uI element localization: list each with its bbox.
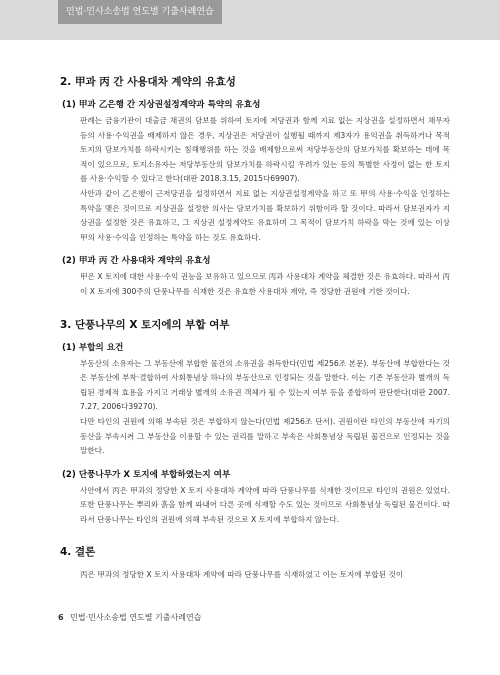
paragraph: 판례는 금융기관이 대출금 채권의 담보를 위하여 토지에 저당권과 함께 지료 없는 지상권을 설정하면서 채무자 등의 사용·수익권을 배제하지 않은 경우, 지상권은 저당권이 실행될 때까지 제3자가 용익권을 취득하거나 목적 토지의 담보가치를 하락시키는 침해행위를 하는 것을 배제함으로써 저당부동산의 담보가치를 확보하는 데에 목적이 있으므로, 토지소유자는 저당부동산의 담보가치를 하락시킬 우려가 있는 등의 특별한 사정이 없는 한 토지를 사용·수익할 수 있다고 한다(대판 2018.3.15, 2015다69907). <box>80 116 450 184</box>
paragraph: 다만 타인의 권원에 의해 부속된 것은 부합하지 않는다(민법 제256조 단서). 권원이란 타인의 부동산에 자기의 동산을 부속시켜 그 부동산을 이용할 수 있는 권리를 말하고 부속은 사회통념상 독립된 물건으로 인정되는 것을 말한다. <box>80 416 450 456</box>
footer-text: 민법·민사소송법 연도별 기출사례연습 <box>70 613 202 622</box>
paragraph: 사안에서 丙은 甲과의 정당한 X 토지 사용대차 계약에 따라 단풍나무를 식재한 것이므로 타인의 권원은 있었다. 또한 단풍나무는 뿌리와 흙을 함께 파내어 다른 곳에 식재할 수도 있는 것이므로 사회통념상 독립된 물건이다. 따라서 단풍나무는 타인의 권원에 의해 부속된 것으로 X 토지에 부합하지 않는다. <box>80 485 450 524</box>
section-title-2: 2. 甲과 丙 간 사용대차 계약의 유효성 <box>60 76 236 88</box>
paragraph: 사안과 같이 乙은행이 근저당권을 설정하면서 지료 없는 지상권설정계약을 하고 또 甲의 사용·수익을 인정하는 특약을 맺은 것이므로 지상권을 설정한 의사는 담보가치를 확보하기 위함이라 할 것이다. 따라서 담보권자가 지상권을 설정한 것은 유효하고, 그 지상권 설정계약도 유효하며 그 목적이 담보가치 하락을 막는 것에 있는 이상 甲의 사용·수익을 인정하는 특약을 하는 것도 유효하다. <box>80 188 450 242</box>
page-content <box>58 74 450 583</box>
page-footer <box>58 612 201 623</box>
paragraph: 丙은 甲과의 정당한 X 토지 사용대차 계약에 따라 단풍나무를 식재하였고 이는 토지에 부합된 것이 <box>80 570 404 580</box>
subsection-title-2-2: (2) 甲과 丙 간 사용대차 계약의 유효성 <box>62 256 211 267</box>
header-title: 민법·민사소송법 연도별 기출사례연습 <box>58 0 222 24</box>
section-title-3: 3. 단풍나무의 X 토지에의 부합 여부 <box>60 318 230 331</box>
paragraph: 부동산의 소유자는 그 부동산에 부합한 물건의 소유권을 취득한다(민법 제256조 본문). 부동산에 부합한다는 것은 부동산에 부착·결합하여 사회통념상 하나의 부동산으로 인정되는 것을 말한다. 이는 기존 부동산과 별개의 독립된 경제적 효용을 가지고 거래상 별개의 소유권 객체가 될 수 있는지 여부 등을 종합하여 판단한다(대판 2007.7.27, 2006다39270). <box>80 358 450 412</box>
subsection-title-3-1: (1) 부합의 요건 <box>62 342 124 353</box>
subsection-title-3-2: (2) 단풍나무가 X 토지에 부합하였는지 여부 <box>62 469 231 480</box>
section-title-4: 4. 결론 <box>60 546 96 559</box>
page-number: 6 <box>58 613 64 622</box>
header-bar <box>0 0 500 40</box>
subsection-title-2-1: (1) 甲과 乙은행 간 지상권설정계약과 특약의 유효성 <box>62 100 261 110</box>
paragraph: 甲은 X 토지에 대한 사용·수익 권능을 보유하고 있으므로 丙과 사용대차 계약을 체결한 것은 유효하다. 따라서 丙이 X 토지에 300주의 단풍나무를 식재한 것은 유효한 사용대차 계약, 즉 정당한 권원에 기한 것이다. <box>80 272 450 296</box>
